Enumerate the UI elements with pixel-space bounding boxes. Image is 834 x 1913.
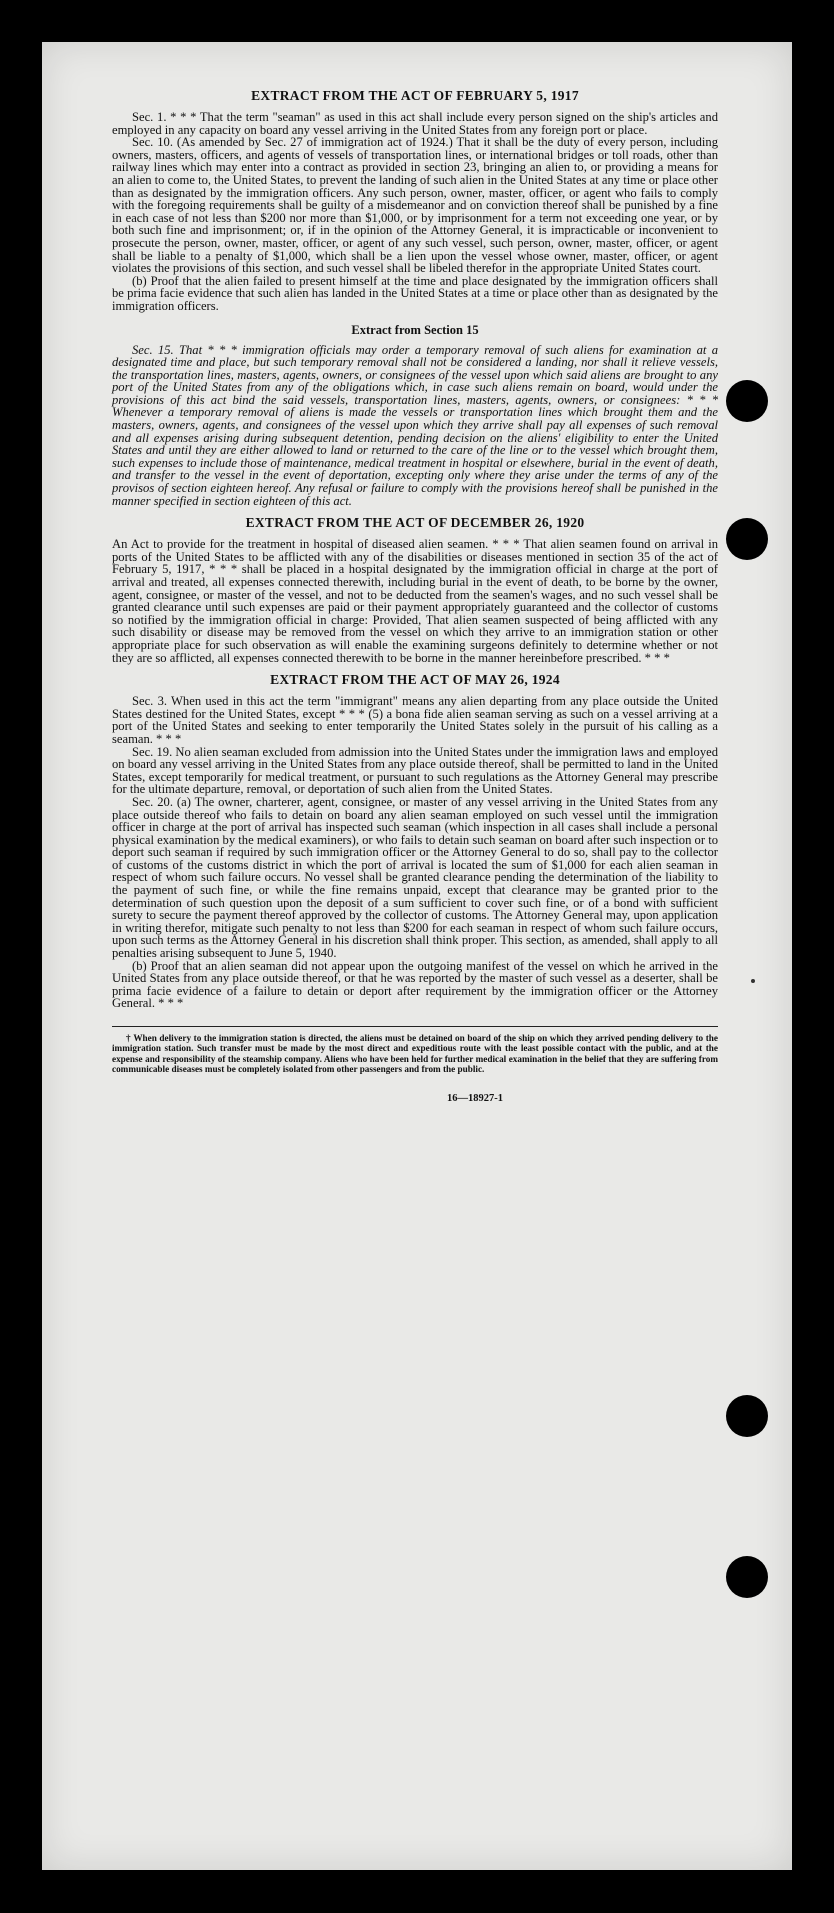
section-3: Sec. 3. When used in this act the term "immigrant" means any alien departing from any place outside the United States destined for the United States, except * * * (5) a bona fide alien seaman serving as such on a vessel arriving at a port of the United States and seeking to enter temporarily the United States solely in the pursuit of his calling as a seaman. * * * [112,694,718,746]
section-20: Sec. 20. (a) The owner, charterer, agent, consignee, or master of any vessel arriving in the United States from any place outside thereof who fails to detain on board any alien seaman employed on such vessel until the immigration officer in charge at the port of arrival has inspected such seaman (which inspection in all cases shall include a personal physical examination by the medical examiners), or who fails to detain such seaman on board after such inspection or to deport such seaman if required by such immigration officer or the Attorney General to do so, shall pay to the collector of customs of the customs district in which the port of arrival is located the sum of $1,000 for each alien seaman in respect of whom such failure occurs. No vessel shall be granted clearance pending the determination of the liability to the payment of such fine, or while the fine remains unpaid, except that clearance may be granted prior to the determination of such question upon the deposit of a sum sufficient to cover such fine, or of a bond with sufficient surety to secure the payment thereof approved by the collector of customs. The Attorney General may, upon application in writing therefor, mitigate such penalty to not less than $200 for each seaman in respect of whom such failure occurs, upon such terms as the Attorney General in his discretion shall think proper. This section, as amended, shall apply to all penalties arising subsequent to June 5, 1940. [112,794,718,961]
punch-hole [726,1395,768,1437]
footnote: † When delivery to the immigration station is directed, the aliens must be detained on board of the ship on which they arrived pending delivery to the immigration station. Such transfer must be made by the most direct and expeditious route with the least possible contact with the public, and at the expense and responsibility of the steamship company. Aliens who have been held for further medical examination in the belief that they are suffering from communicable diseases must be completely isolated from other passengers and from the public. [112,1033,718,1075]
speck [751,979,755,983]
section-10-b: (b) Proof that the alien failed to present himself at the time and place designated by the immigration officers shall be prima facie evidence that such alien has landed in the United States at a time or place other than as designated by the immigration officers. [112,273,718,313]
section-1: Sec. 1. * * * That the term "seaman" as used in this act shall include every person signed on the ship's articles and employed in any capacity on board any vessel arriving in the United States from any foreign port or place. [112,110,718,137]
punch-hole [726,518,768,560]
heading-act-1924: EXTRACT FROM THE ACT OF MAY 26, 1924 [270,672,560,688]
heading-section-15: Extract from Section 15 [351,322,479,337]
section-15: Sec. 15. That * * * immigration officials may order a temporary removal of such aliens for examination at a designated time and place, but such temporary removal shall not be considered a landing, nor shall it relieve vessels, the transportation lines, masters, agents, owners, or consignees of the vessel upon which said aliens are brought to any port of the United States from any of the obligations which, in case such aliens remain on board, would under the provisions of this act bind the said vessels, transportation lines, masters, agents, owners, or consignees: * * * Whenever a temporary removal of aliens is made the vessels or transportation lines which brought them and the masters, owners, agents, and consignees of the vessel upon which they arrive shall pay all expenses of such removal and all expenses arising during subsequent detention, pending decision on the aliens' eligibility to enter the United States and until they are either allowed to land or returned to the care of the line or to the vessel which brought them, such expenses to include those of maintenance, medical treatment in hospital or elsewhere, burial in the event of death, and transfer to the vessel in the event of deportation, excepting only where they arise under the terms of any of the provisos of section eighteen hereof. Any refusal or failure to comply with the provisions hereof shall be punished in the manner specified in section eighteen of this act. [112,342,718,508]
section-10: Sec. 10. (As amended by Sec. 27 of immigration act of 1924.) That it shall be the duty of every person, including owners, masters, officers, and agents of vessels of transportation lines, or international bridges or toll roads, other than railway lines which may enter into a contract as provided in section 23, bringing an alien to, or providing a means for an alien to come to, the United States, to prevent the landing of such alien in the United States at any time or place other than as designated by the immigration officers. Any such person, owner, master, officer, or agent who fails to comply with the foregoing requirements shall be guilty of a misdemeanor and on conviction thereof shall be punished by a fine in each case of not less than $200 nor more than $1,000, or by imprisonment for a term not exceeding one year, or by both such fine and imprisonment; or, if in the opinion of the Attorney General, it is impracticable or inconvenient to prosecute the person, owner, master, officer, or agent of any such vessel, such person, owner, master, officer, or agent shall be liable to a penalty of $1,000, which shall be a lien upon the vessel whose owner, master, officer, or agent violates the provisions of this section, and such vessel shall be libeled therefor in the appropriate United States court. [112,135,718,276]
document-body [112,80,718,1104]
heading-act-1917: EXTRACT FROM THE ACT OF FEBRUARY 5, 1917 [251,88,579,103]
form-number: 16—18927-1 [447,1092,503,1104]
document-page [42,42,792,1870]
heading-act-1920: EXTRACT FROM THE ACT OF DECEMBER 26, 1920 [245,515,585,531]
section-20-b: (b) Proof that an alien seaman did not appear upon the outgoing manifest of the vessel on which he arrived in the United States from any place outside thereof, or that he was reported by the master of such vessel as a deserter, shall be prima facie evidence of a failure to detain or deport after requirement by the immigration officer or the Attorney General. * * * [112,958,718,1011]
punch-hole [726,1556,768,1598]
punch-hole [726,380,768,422]
act-1920-text: An Act to provide for the treatment in hospital of diseased alien seamen. * * * That alien seamen found on arrival in ports of the United States to be afflicted with any of the disabilities or diseases mentioned in section 35 of the act of February 5, 1917, * * * shall be placed in a hospital designated by the immigration official in charge at the port of arrival and treated, all expenses connected therewith, including burial in the event of death, to be borne by the owner, agent, consignee, or master of the vessel, and not to be deducted from the seamen's wages, and no such vessel shall be granted clearance until such expenses are paid or their payment appropriately guaranteed and the collector of customs so notified by the immigration official in charge: Provided, That alien seamen suspected of being afflicted with any such disability or disease may be removed from the vessel on which they arrive to an immigration station or other appropriate place for such observation as will enable the examining surgeons definitely to determine whether or not they are so afflicted, all expenses connected therewith to be borne in the manner hereinbefore prescribed. * * * [112,537,718,665]
section-19: Sec. 19. No alien seaman excluded from admission into the United States under the immigration laws and employed on board any vessel arriving in the United States from any place outside thereof, shall be permitted to land in the United States, except temporarily for medical treatment, or pursuant to such regulations as the Attorney General may prescribe for the ultimate departure, removal, or deportation of such alien from the United States. [112,744,718,797]
footnote-divider [112,1026,718,1027]
